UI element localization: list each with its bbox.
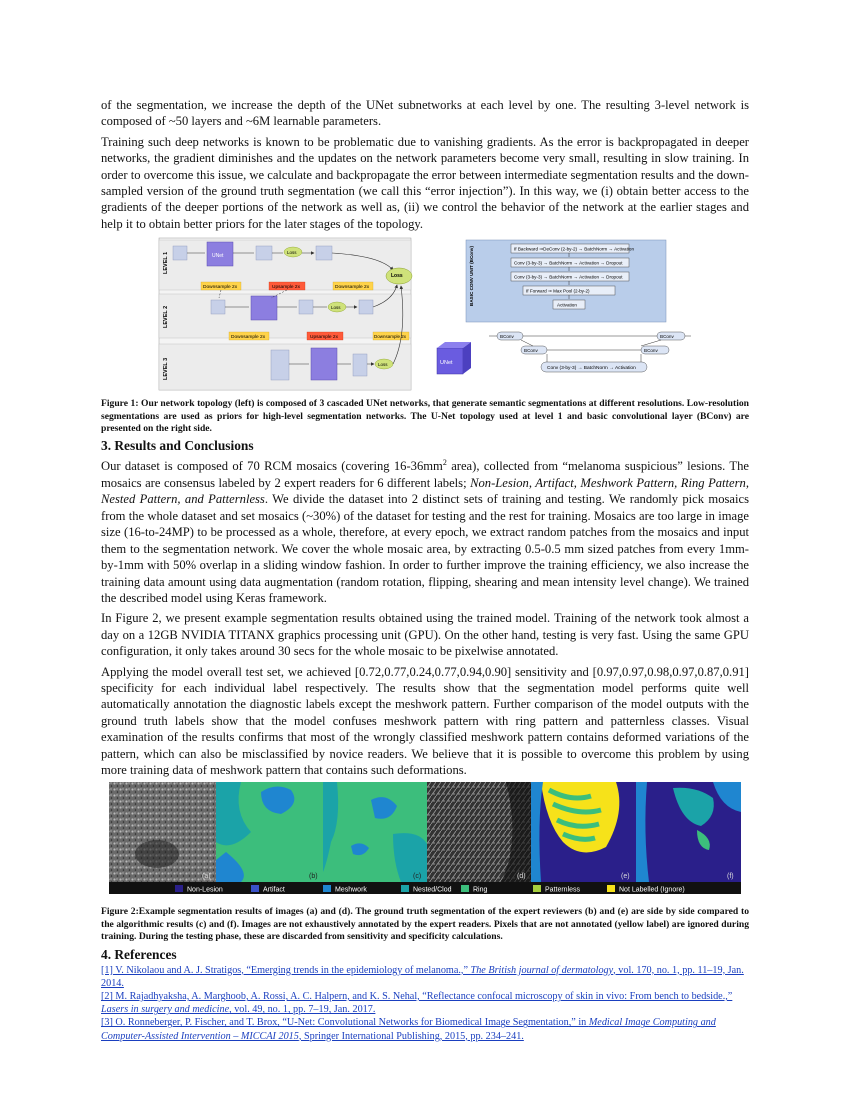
references-list (101, 964, 749, 1043)
figure2-caption: Figure 2:Example segmentation results of images (a) and (d). The ground truth segmentation of the expert reviewers (b) and (e) are side by side compared to the algorithmic results (c) and (f). Images are not exhaustively annotated by the expert readers. Pixels that are not annotated (yellow label) are ignored during training. During the testing phase, these are discarded from sensitivity and specificity calculations. (101, 906, 749, 943)
legend-swatch-meshwork (323, 885, 331, 892)
bconv-backward-1-label: BConv (660, 334, 674, 340)
downsample-label-3: Downsample 2x (231, 335, 266, 341)
level2-output-block (299, 300, 313, 314)
figure1-caption: Figure 1: Our network topology (left) is composed of 3 cascaded UNet networks, that generate semantic segmentations at different resolutions. Low-resolution segmentations are used as priors for high-level segmentation networks. The U-Net topology used at level 1 and basic convolutional layer (BConv) are presented on the right side. (101, 398, 749, 435)
legend-swatch-artifact (251, 885, 259, 892)
paragraph-training: Training such deep networks is known to be problematic due to vanishing gradients. As the error is backpropagated in deeper networks, the gradient diminishes and the updates on the network parameters become very small, resulting in slow training. In order to overcome this issue, we calculate and backpropagate the error between intermediate segmentation results and the down-sampled version of the ground truth segmentation (we call this “error injection”). In this way, we (i) obtain better access to the gradients of the deeper portions of the network as well as, (ii) we control the behavior of the network at the earlier stages and help it to obtain better priors for the later stages of the topology. (101, 134, 749, 231)
legend-swatch-nested (401, 885, 409, 892)
bconv-row-backward-label: If Backward ⇒DeConv (2-by-2) → BatchNorm → Activation (514, 246, 635, 252)
total-loss-label: Loss (391, 273, 403, 280)
bconv-row-conv2-label: Conv (3-by-3) → BatchNorm → Activation → Dropout (514, 274, 623, 280)
reference-2-details[interactable]: , vol. 49, no. 1, pp. 7–19, Jan. 2017. (229, 1004, 376, 1016)
level2-loss-label: Loss (331, 305, 341, 311)
level2-label: LEVEL 2 (163, 306, 169, 329)
reference-2-journal[interactable]: Lasers in surgery and medicine (101, 1004, 230, 1016)
paragraph-results: Applying the model overall test set, we achieved [0.72,0.77,0.24,0.77,0.94,0.90] sensitivity and [0.97,0.97,0.98,0.97,0.87,0.91] specificity for each individual label respectively. The results show that the segmentation model performs quite well automatically annotation the diagnostic labels except the meshwork pattern. Further comparison of the model outputs with the ground truth labels show that the model confuses meshwork pattern with ring pattern and patternless classes. Visual examination of the results confirms that most of the wrongly classified meshwork pattern contains deformed variations of the pattern, which can also be misclassified by novice readers. We believe that it is possible to overcome this problem by using more training data of meshwork pattern that contains such deformations. (101, 664, 749, 777)
dataset-text-c: . We divide the dataset into 2 distinct sets of training and testing. We randomly pick mosaics from the whole dataset and set mosaics (~30%) of the dataset for testing and the rest for training. Mosaics are too large in image size (16-to-24MP) to be processed as a whole, therefore, at every epoch, we extract random patches from the mosaics and input them to the segmentation network. We cover the whole mosaic area, by extracting 0.5-0.5 mm sized patches from every 1mm-by-1mm with 50% overlap in a sliding window fashion. In order to further improve the training efficiency, we also increase the training data amount using data augmentation (random rotation, flipping, shearing and mean intensity level change). We trained the described model using Keras framework. (101, 492, 749, 605)
reference-1-journal[interactable]: The British journal of dermatology (470, 964, 614, 976)
section4-heading: 4. References (101, 946, 177, 962)
panel-b-tag: (b) (309, 873, 318, 881)
level1-prob-block (316, 246, 332, 260)
bconv-forward-2-label: BConv (524, 348, 538, 354)
dataset-text-b: area), collected from “melanoma suspicious” lesions. The mosaics are consensus labeled by 2 expert readers for 6 different labels; (101, 459, 749, 491)
level3-loss-label: Loss (378, 362, 388, 368)
legend-swatch-not-labelled (607, 885, 615, 892)
reference-3-text[interactable]: [3] O. Ronneberger, P. Fischer, and T. Brox, “U-Net: Convolutional Networks for Biomedical Image Segmentation,” in (101, 1017, 589, 1029)
reference-3-details[interactable]: , Springer International Publishing, 2015, pp. 234–241. (298, 1030, 524, 1042)
level2-input-block (211, 300, 225, 314)
paragraph-intro-end: of the segmentation, we increase the depth of the UNet subnetworks at each level by one. The resulting 3-level network is composed of ~50 layers and ~6M learnable parameters. (101, 98, 749, 129)
bconv-row-conv1-label: Conv (3-by-3) → BatchNorm → Activation → Dropout (514, 260, 623, 266)
paper-page (101, 97, 749, 1043)
legend-label-non-lesion: Non-Lesion (187, 886, 223, 894)
panel-a-tag: (a) (202, 873, 211, 881)
level3-input-block (271, 350, 289, 380)
level1-loss-label: Loss (287, 250, 297, 256)
level3-unet-cube (311, 348, 337, 380)
dataset-text-a: Our dataset is composed of 70 RCM mosaics (covering 16-36mm (101, 459, 443, 474)
upsample-label-2: Upsample 2x (310, 335, 338, 341)
unet-cube-legend-label: UNet (440, 360, 453, 367)
legend-swatch-patternless (533, 885, 541, 892)
bconv-row-activation-label: Activation (557, 302, 577, 308)
reference-3[interactable] (101, 1016, 749, 1042)
figure-2 (101, 782, 749, 902)
legend-swatch-non-lesion (175, 885, 183, 892)
reference-1-details[interactable]: , vol. 170, no. 1, pp. 11–19, Jan. 2014. (101, 964, 744, 989)
bconv-chain-label: Conv (3-by-3) → BatchNorm → Activation (547, 366, 636, 372)
paragraph-dataset (101, 455, 749, 606)
legend-label-not-labelled: Not Labelled (Ignore) (619, 886, 685, 894)
level3-output-block (353, 354, 367, 376)
bconv-forward-1-label: BConv (500, 334, 514, 340)
legend-label-artifact: Artifact (263, 886, 285, 894)
level1-unet-label: UNet (212, 253, 224, 260)
downsample-label-2: Downsample 2x (335, 285, 370, 291)
reference-2-text[interactable]: [2] M. Rajadhyaksha, A. Marghoob, A. Rossi, A. C. Halpern, and K. S. Nehal, “Reflectance confocal microscopy of skin in vivo: From bench to bedside.,” (101, 991, 733, 1002)
panel-c-tag: (c) (413, 873, 422, 881)
legend-label-patternless: Patternless (545, 886, 581, 894)
bconv-backward-2-label: BConv (644, 348, 658, 354)
level2-unet-cube (251, 296, 277, 320)
bconv-title: BASIC CONV UNIT (BConv) (469, 246, 474, 307)
downsample-label-1: Downsample 2x (203, 285, 238, 291)
reference-1-text[interactable]: [1] V. Nikolaou and A. J. Stratigos, “Emerging trends in the epidemiology of melanoma.,” (101, 964, 471, 976)
network-diagram (101, 236, 749, 394)
reference-2[interactable] (101, 990, 749, 1016)
panel-d-tag: (d) (517, 873, 526, 881)
panel-e-tag: (e) (621, 873, 630, 881)
reference-1[interactable] (101, 964, 749, 990)
dataset-superscript: 2 (442, 458, 447, 468)
legend-swatch-ring (461, 885, 469, 892)
reference-3-venue[interactable]: Medical Image Computing and Computer-Assisted Intervention – MICCAI 2015 (101, 1017, 716, 1042)
legend-label-meshwork: Meshwork (335, 886, 367, 894)
segmentation-results (101, 782, 749, 902)
paragraph-figure2-intro: In Figure 2, we present example segmentation results obtained using the trained model. Training of the network took almost a day on a 12GB NVIDIA TITANX graphics processing unit (GPU). On the other hand, testing is very fast. Using the same GPU configuration, it only takes around 30 secs for the whole mosaic to be pixelwise annotated. (101, 611, 749, 659)
downsample-label-4: Downsample 2x (374, 334, 407, 340)
legend-label-ring: Ring (473, 886, 488, 894)
legend-label-nested: Nested/Clod (413, 886, 452, 894)
level1-input-block (173, 246, 187, 260)
level1-label: LEVEL 1 (163, 252, 169, 275)
panel-f-tag: (f) (727, 873, 734, 881)
upsample-label-1: Upsample 2x (272, 285, 300, 291)
level2-band (159, 294, 411, 341)
dataset-labels: Non-Lesion, Artifact, Meshwork Pattern, Ring Pattern, Nested Pattern, and Patternless (101, 476, 749, 507)
level2-prob-block (359, 300, 373, 314)
section3-heading: 3. Results and Conclusions (101, 438, 254, 454)
bconv-row-forward-label: If Forward ⇒ Max Pool (2-by-2) (526, 288, 590, 294)
figure-1 (101, 236, 749, 394)
level1-output-block (256, 246, 272, 260)
level3-label: LEVEL 3 (163, 358, 169, 381)
